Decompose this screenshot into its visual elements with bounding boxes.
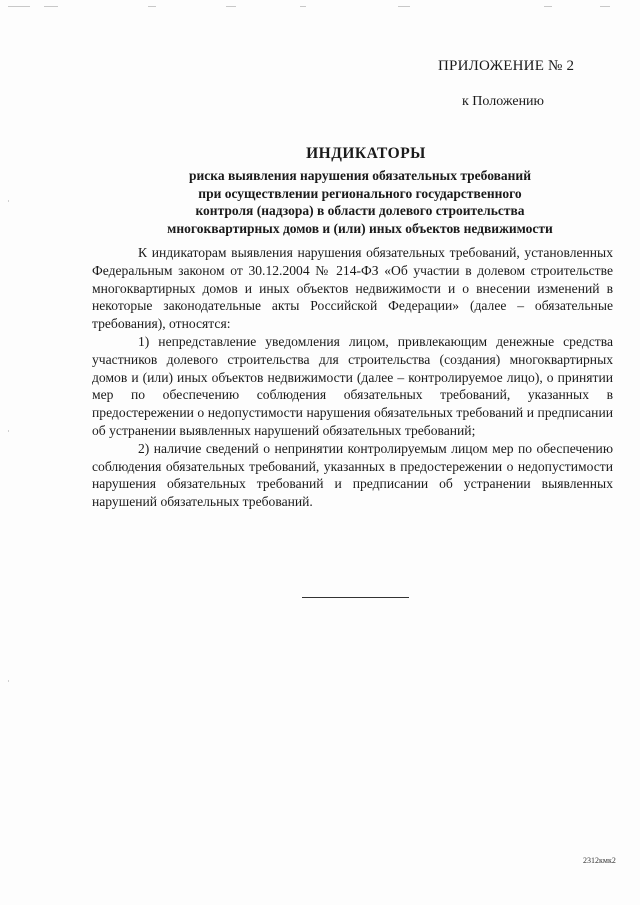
- scan-artifact: [600, 6, 610, 7]
- scan-artifact: [8, 430, 9, 432]
- end-divider: [302, 597, 409, 598]
- document-subtitle: [120, 167, 600, 237]
- scan-artifact: [300, 6, 306, 7]
- scan-artifact: [226, 6, 236, 7]
- document-body: [92, 244, 613, 511]
- indicator-item-2: 2) наличие сведений о непринятии контролируемым лицом мер по обеспечению соблюдения обязательных требований, указанных в предостережении о недопустимости нарушения обязательных требований и предписании об устранении выявленных нарушений обязательных требований.: [92, 440, 613, 510]
- scan-artifact: [44, 6, 58, 7]
- scan-artifact: [8, 680, 9, 682]
- subtitle-line: многоквартирных домов и (или) иных объектов недвижимости: [167, 220, 553, 236]
- document-code: 2312кмк2: [583, 856, 616, 865]
- scan-artifact: [398, 6, 410, 7]
- scan-artifact: [544, 6, 552, 7]
- subtitle-line: риска выявления нарушения обязательных требований: [189, 168, 531, 183]
- appendix-label: ПРИЛОЖЕНИЕ № 2: [438, 58, 575, 74]
- scan-artifact: [148, 6, 156, 7]
- scan-artifact: [8, 6, 30, 7]
- indicator-item-1: 1) непредставление уведомления лицом, привлекающим денежные средства участников долевого строительства для строительства (создания) многоквартирных домов и (или) иных объектов недвижимости (далее – контролируемое лицо), о принятии мер по обеспечению соблюдения обязательных требований, указанных в предостережении о недопустимости нарушения обязательных требований и предписании об устранении выявленных нарушений обязательных требований;: [92, 333, 613, 438]
- intro-paragraph: К индикаторам выявления нарушения обязательных требований, установленных Федеральным законом от 30.12.2004 № 214-ФЗ «Об участии в долевом строительстве многоквартирных домов и иных объектов недвижимости и о внесении изменений в некоторые законодательные акты Российской Федерации» (далее – обязательные требования), относятся:: [92, 245, 613, 332]
- subtitle-line: контроля (надзора) в области долевого строительства: [195, 203, 525, 218]
- to-regulation-label: к Положению: [462, 94, 545, 109]
- scan-artifact: [8, 200, 9, 202]
- document-title: ИНДИКАТОРЫ: [306, 145, 426, 162]
- document-title-block: [120, 145, 600, 237]
- subtitle-line: при осуществлении регионального государственного: [198, 185, 522, 201]
